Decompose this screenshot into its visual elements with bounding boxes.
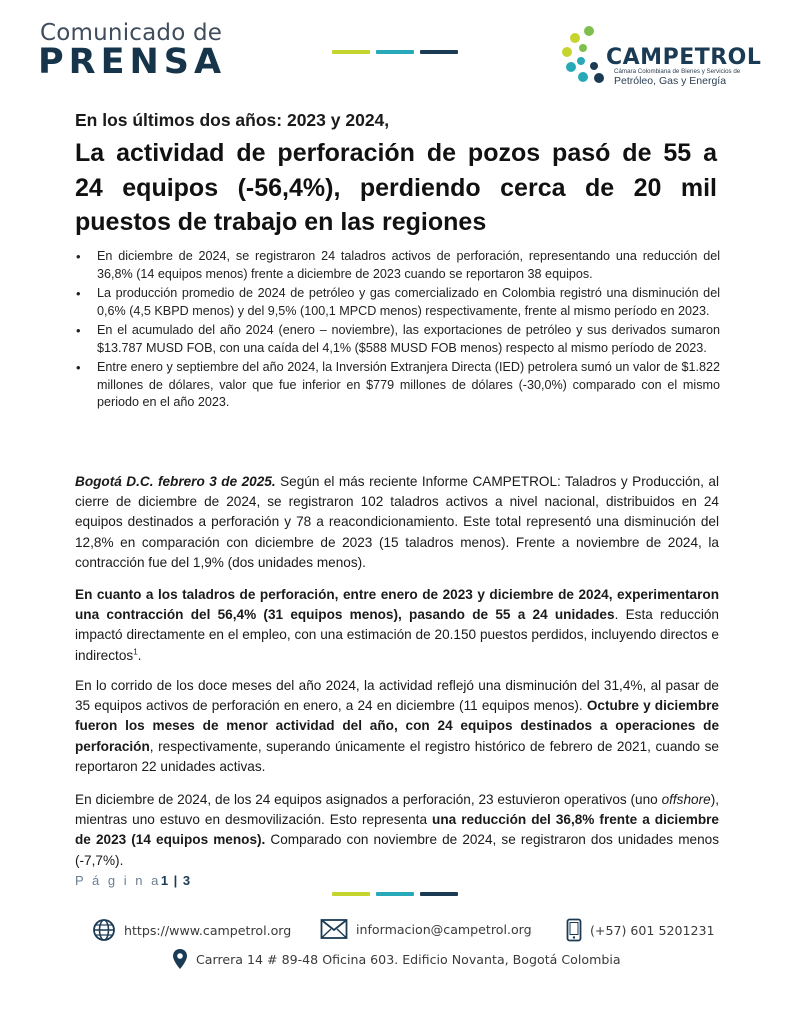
bullet-item: • Entre enero y septiembre del año 2024, la Inversión Extranjera Directa (IED) petrolera sumó un valor de $1.822 millones de dólares, valor que fue inferior en $779 millones de dólares (-30,0%) comparado con el mismo periodo en el año 2023.	[75, 359, 720, 412]
stripe-teal	[376, 50, 414, 54]
stripe-teal	[376, 892, 414, 896]
footer-stripes	[332, 892, 458, 896]
page-numbers: 1 | 3	[160, 873, 192, 888]
dateline: Bogotá D.C. febrero 3 de 2025.	[75, 474, 276, 489]
title-line: La actividad de perforación de pozos pasó de 55 a	[75, 139, 717, 167]
pre-title: En los últimos dos años: 2023 y 2024,	[75, 110, 390, 130]
title-line: puestos de trabajo en las regiones	[75, 208, 487, 236]
footer-website[interactable]	[92, 918, 291, 942]
paragraph-bold: Octubre y diciembre fueron los meses de menor actividad del año, con 24 equipos destinados a operaciones de perforación	[75, 698, 719, 754]
paragraph-italic: offshore	[661, 792, 711, 807]
brand-top-text: Comunicado de	[40, 20, 223, 46]
page-indicator	[75, 873, 191, 888]
footer-address	[172, 948, 621, 970]
paragraph-3	[75, 676, 719, 777]
bullet-item: • La producción promedio de 2024 de petróleo y gas comercializado en Colombia registró una disminución del 0,6% (4,5 KBPD menos) y del 9,5% (100,1 MPCD menos) respectivamente, frente al mismo período en 2023.	[75, 285, 720, 320]
stripe-green	[332, 892, 370, 896]
globe-icon	[92, 918, 116, 942]
paragraph-text: En diciembre de 2024, de los 24 equipos asignados a perforación, 23 estuvieron operativos (uno	[75, 792, 662, 807]
header-stripes	[332, 50, 458, 54]
envelope-icon	[320, 918, 348, 940]
paragraph-4	[75, 790, 719, 871]
address-text: Carrera 14 # 89-48 Oficina 603. Edificio Novanta, Bogotá Colombia	[196, 951, 621, 967]
paragraph-end: .	[137, 647, 142, 663]
paragraph-text: Según el más reciente Informe CAMPETROL: Taladros y Producción, al cierre de diciembre de 2024, se registraron 102 taladros activos a nivel nacional, distribuidos en 24 equipos destinados a perforación y 78 a reacondicionamiento. Este total representó una disminución del 12,8% en comparación con diciembre de 2023 (15 taladros menos). Frente a noviembre de 2024, la contracción fue del 1,9% (dos unidades menos).	[75, 474, 719, 570]
stripe-navy	[420, 892, 458, 896]
headline-title	[75, 136, 717, 240]
footnote-marker: 1	[133, 647, 138, 657]
paragraph-2	[75, 585, 719, 666]
page-label: P á g i n a	[75, 873, 161, 888]
stripe-navy	[420, 50, 458, 54]
website-link[interactable]: https://www.campetrol.org	[124, 922, 292, 938]
footer-phone[interactable]	[566, 918, 715, 942]
paragraph-1	[75, 472, 719, 573]
logo-name: CAMPETROL	[606, 45, 762, 70]
paragraph-end: Comparado con noviembre de 2024, se registraron dos unidades menos (-7,7%).	[75, 832, 719, 868]
logo-subtitle-line1: Cámara Colombiana de Bienes y Servicios de	[614, 68, 741, 75]
stripe-green	[332, 50, 370, 54]
paragraph-end: , respectivamente, superando únicamente el registro histórico de febrero de 2021, cuando se reportaron 22 unidades activas.	[75, 738, 719, 774]
logo-subtitle-line2: Petróleo, Gas y Energía	[614, 75, 727, 87]
phone-number[interactable]: (+57) 601 5201231	[590, 922, 715, 938]
bullet-item: • En el acumulado del año 2024 (enero – noviembre), las exportaciones de petróleo y sus derivados sumaron $13.787 MUSD FOB, con una caída del 4,1% ($588 MUSD FOB menos) respecto al mismo período de 2023.	[75, 322, 720, 357]
title-line: 24 equipos (-56,4%), perdiendo cerca de 20 mil	[75, 173, 717, 202]
footer-email[interactable]	[320, 918, 532, 940]
paragraph-text: En lo corrido de los doce meses del año 2024, la actividad reflejó una disminución del 31,4%, al pasar de 35 equipos activos de perforación en enero, a 24 en diciembre (11 equipos menos).	[75, 678, 719, 714]
phone-icon	[566, 918, 582, 942]
paragraph-text: ), mientras uno estuvo en desmovilización. Esto representa	[75, 792, 719, 828]
location-pin-icon	[172, 948, 188, 970]
brand-main-text: PRENSA	[38, 42, 227, 82]
bullet-item: • En diciembre de 2024, se registraron 24 taladros activos de perforación, representando una reducción del 36,8% (14 equipos menos) frente a diciembre de 2023 cuando se reportaron 38 equipos.	[75, 248, 720, 283]
email-link[interactable]: informacion@campetrol.org	[356, 921, 532, 937]
summary-bullets	[75, 248, 720, 414]
paragraph-bold: En cuanto a los taladros de perforación, entre enero de 2023 y diciembre de 2024, experimentaron una contracción del 56,4% (31 equipos menos), pasando de 55 a 24 unidades	[75, 587, 719, 623]
paragraph-bold: una reducción del 36,8% frente a diciembre de 2023 (14 equipos menos).	[75, 812, 719, 848]
paragraph-text: . Esta reducción impactó directamente en el empleo, con una estimación de 20.150 puestos perdidos, incluyendo directos e indirectos	[75, 607, 719, 663]
